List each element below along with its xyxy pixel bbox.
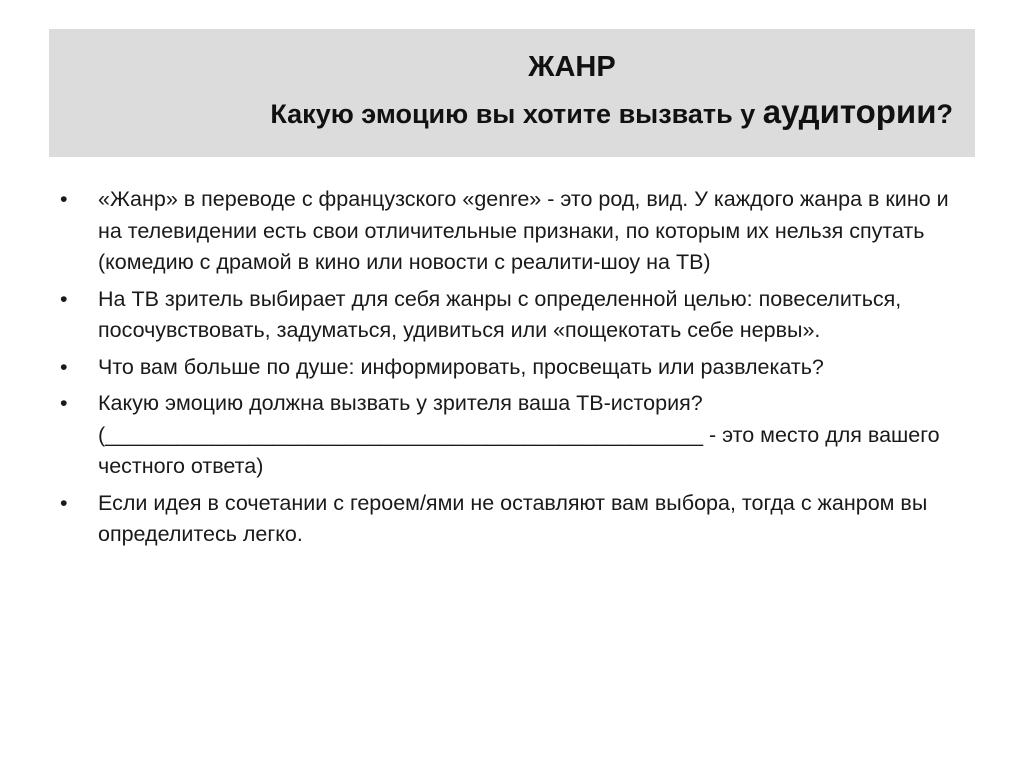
subtitle-end: ? bbox=[936, 99, 953, 129]
bullet-dot-icon: • bbox=[60, 286, 68, 311]
bullet-list bbox=[60, 184, 960, 556]
bullet-dot-icon: • bbox=[60, 354, 68, 379]
bullet-dot-icon: • bbox=[60, 187, 68, 211]
bullet-text: Что вам больше по душе: информировать, просвещать или развлекать? bbox=[98, 354, 824, 379]
slide-subtitle bbox=[270, 93, 953, 131]
bullet-text: «Жанр» в переводе с французского «genre» - это род, вид. У каждого жанра в кино и на телевидении есть свои отличительные признаки, по которым их нельзя спутать (комедию с драмой в кино или новости с реалити-шоу на ТВ) bbox=[98, 187, 949, 274]
bullet-text: Какую эмоцию должна вызвать у зрителя ваша ТВ-история? (__________________________________________________ - это место для вашего честного ответа) bbox=[98, 391, 940, 478]
bullet-dot-icon: • bbox=[60, 490, 68, 515]
title-band bbox=[49, 29, 975, 157]
bullet-text: На ТВ зритель выбирает для себя жанры с определенной целью: повеселиться, посочувствовать, задуматься, удивиться или «пощекотать себе нервы». bbox=[98, 286, 902, 342]
slide-title: ЖАНР bbox=[528, 51, 616, 83]
subtitle-emphasis: аудитории bbox=[762, 93, 937, 130]
bullet-item bbox=[60, 388, 960, 483]
bullet-text: Если идея в сочетании с героем/ями не оставляют вам выбора, тогда с жанром вы определитесь легко. bbox=[98, 490, 928, 546]
bullet-item bbox=[60, 488, 960, 551]
bullet-item bbox=[60, 184, 960, 279]
bullet-item bbox=[60, 352, 960, 384]
bullet-dot-icon: • bbox=[60, 391, 68, 415]
subtitle-main: Какую эмоцию вы хотите вызвать у bbox=[270, 99, 763, 129]
bullet-item bbox=[60, 284, 960, 347]
